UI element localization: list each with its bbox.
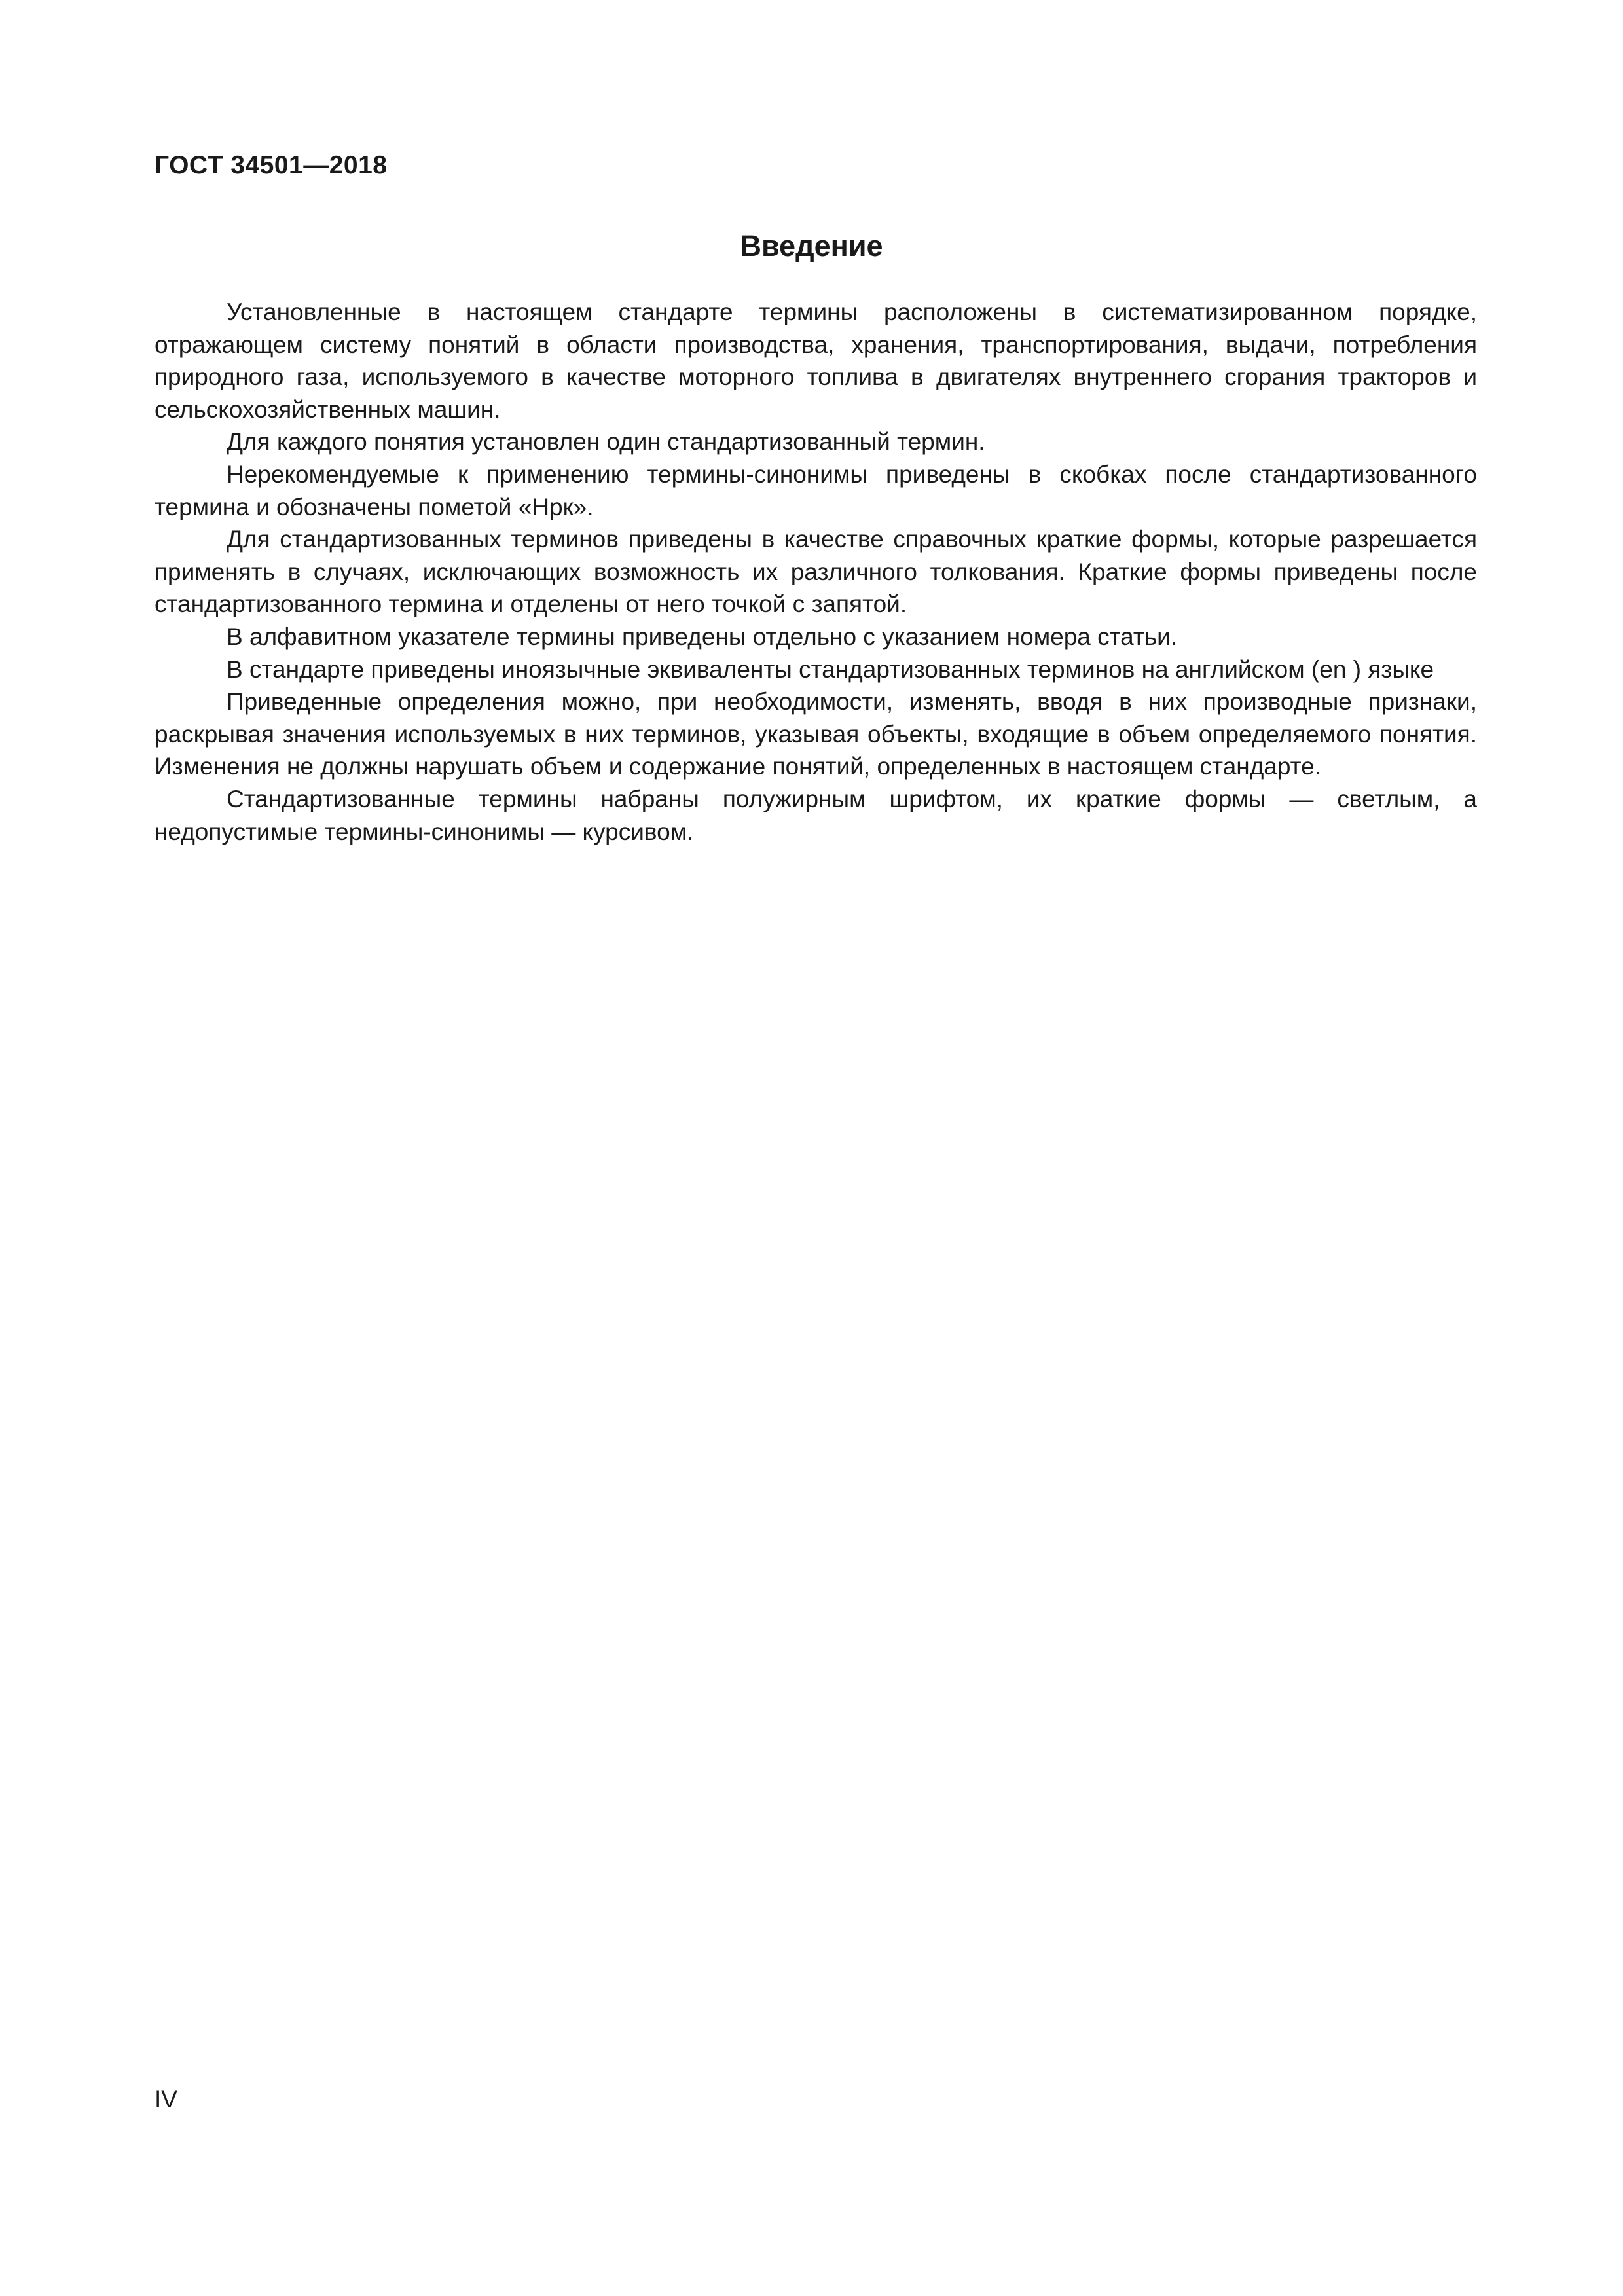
- paragraph: В алфавитном указателе термины приведены отдельно с указанием номера статьи.: [227, 623, 1178, 650]
- paragraph: В стандарте приведены иноязычные эквиваленты стандартизованных терминов на английском (en ) языке: [227, 655, 1434, 683]
- paragraph: Стандартизованные термины набраны полужирным шрифтом, их краткие формы — светлым, а недопустимые термины-синонимы — курсивом.: [155, 785, 1477, 845]
- paragraph: Нерекомендуемые к применению термины-синонимы приведены в скобках после стандартизованного термина и обозначены пометой «Нрк».: [155, 460, 1477, 520]
- paragraph: Для каждого понятия установлен один стандартизованный термин.: [227, 428, 985, 456]
- paragraph: Установленные в настоящем стандарте термины расположены в систематизированном порядке, отражающем систему понятий в области производства, хранения, транспортирования, выдачи, потребления природного газа, используемого в качестве моторного топлива в двигателях внутреннего сгорания тракторов и сельскохозяйственных машин.: [155, 299, 1477, 423]
- section-title: Введение: [740, 229, 883, 263]
- paragraph: Приведенные определения можно, при необходимости, изменять, вводя в них производные признаки, раскрывая значения используемых в них терминов, указывая объекты, входящие в объем определяемого понятия. Изменения не должны нарушать объем и содержание понятий, определенных в настоящем стандарте.: [155, 688, 1477, 780]
- page-number: IV: [155, 2086, 177, 2113]
- paragraph: Для стандартизованных терминов приведены в качестве справочных краткие формы, которые разрешается применять в случаях, исключающих возможность их различного толкования. Краткие формы приведены после стандартизованного термина и отделены от него точкой с запятой.: [155, 526, 1477, 618]
- document-code: ГОСТ 34501—2018: [155, 151, 388, 179]
- body-text: [155, 296, 1477, 848]
